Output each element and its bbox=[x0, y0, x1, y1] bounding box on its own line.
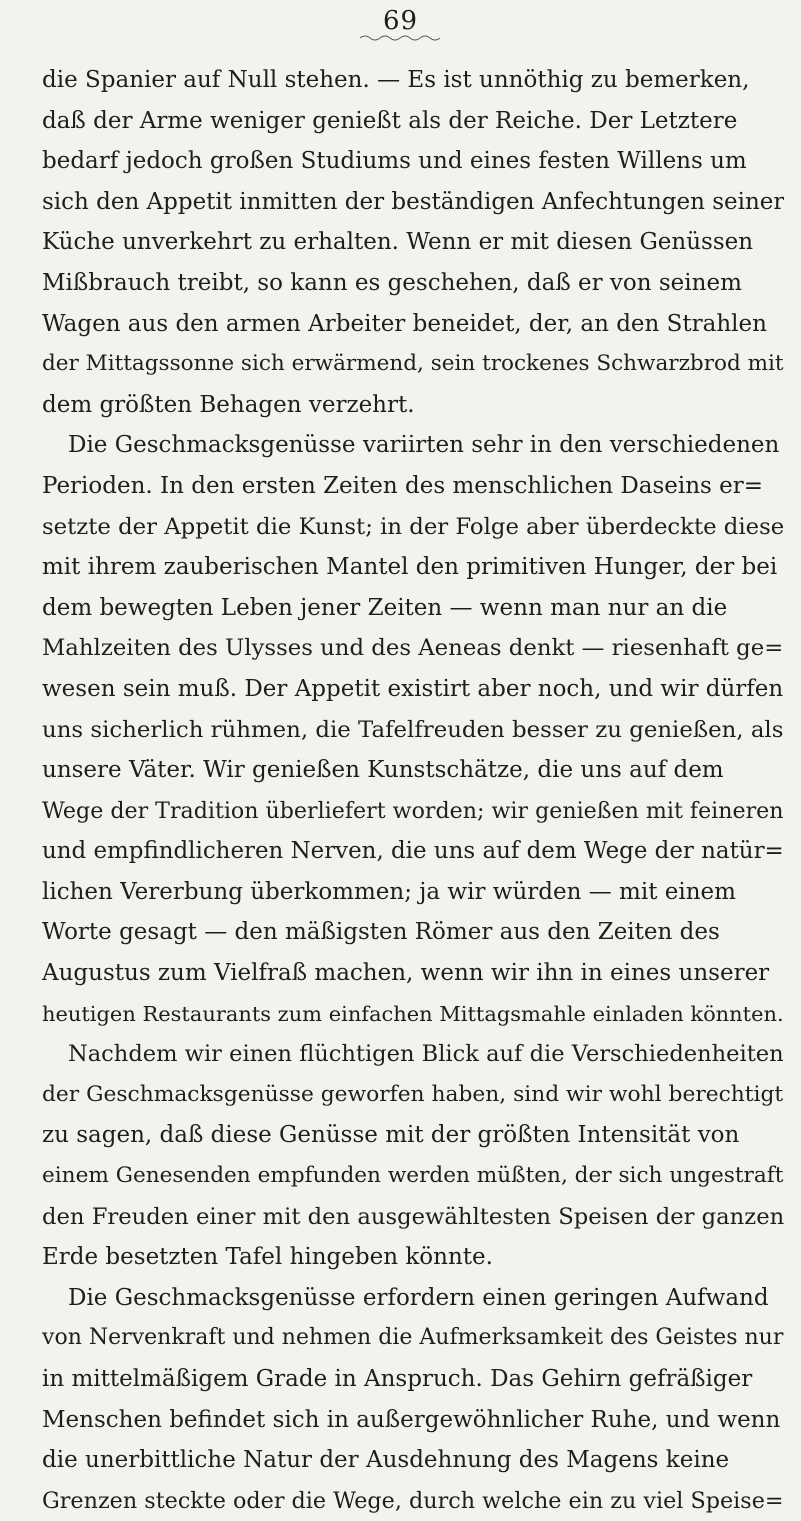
text-line: sich den Appetit inmitten der beständigen Anfechtungen seiner bbox=[42, 188, 784, 215]
text-line: in mittelmäßigem Grade in Anspruch. Das Gehirn gefräßiger bbox=[42, 1366, 753, 1392]
text-line: Die Geschmacksgenüsse erfordern einen geringen Aufwand bbox=[68, 1284, 769, 1311]
text-line: Erde besetzten Tafel hingeben könnte. bbox=[42, 1244, 493, 1271]
text-line: bedarf jedoch großen Studiums und eines festen Willens um bbox=[42, 148, 747, 175]
text-line: und empfindlicheren Nerven, die uns auf dem Wege der natür= bbox=[42, 838, 784, 865]
text-line: den Freuden einer mit den ausgewähltesten Speisen der ganzen bbox=[42, 1203, 784, 1230]
text-line: einem Genesenden empfunden werden müßten, der sich ungestraft bbox=[42, 1163, 784, 1189]
text-line: Mahlzeiten des Ulysses und des Aeneas denkt — riesenhaft ge= bbox=[42, 635, 784, 662]
text-line: heutigen Restaurants zum einfachen Mittagsmahle einladen könnten. bbox=[42, 1001, 784, 1026]
text-line: unsere Väter. Wir genießen Kunstschätze, die uns auf dem bbox=[42, 757, 724, 784]
text-line: Grenzen steckte oder die Wege, durch welche ein zu viel Speise= bbox=[42, 1487, 784, 1514]
text-line: dem größten Behagen verzehrt. bbox=[42, 391, 415, 418]
text-line: Die Geschmacksgenüsse variirten sehr in den verschiedenen bbox=[68, 432, 780, 459]
text-line: Perioden. In den ersten Zeiten des menschlichen Daseins er= bbox=[42, 472, 764, 499]
text-line: der Geschmacksgenüsse geworfen haben, sind wir wohl berechtigt bbox=[42, 1081, 784, 1107]
wavy-ornament bbox=[360, 34, 440, 42]
text-line: Nachdem wir einen flüchtigen Blick auf die Verschiedenheiten bbox=[68, 1041, 784, 1068]
text-line: lichen Vererbung überkommen; ja wir würden — mit einem bbox=[42, 878, 736, 905]
text-line: Worte gesagt — den mäßigsten Römer aus den Zeiten des bbox=[42, 919, 720, 946]
text-line: Augustus zum Vielfraß machen, wenn wir ihn in eines unserer bbox=[42, 960, 770, 987]
text-line: die unerbittliche Natur der Ausdehnung des Magens keine bbox=[42, 1447, 730, 1474]
text-line: mit ihrem zauberischen Mantel den primitiven Hunger, der bei bbox=[42, 554, 778, 581]
text-line: uns sicherlich rühmen, die Tafelfreuden besser zu genießen, als bbox=[42, 716, 784, 743]
text-line: Mißbrauch treibt, so kann es geschehen, daß er von seinem bbox=[42, 269, 742, 296]
text-line: der Mittagssonne sich erwärmend, sein trockenes Schwarzbrod mit bbox=[42, 351, 784, 377]
text-line: Menschen befindet sich in außergewöhnlicher Ruhe, und wenn bbox=[42, 1406, 781, 1433]
text-line: die Spanier auf Null stehen. — Es ist unnöthig zu bemerken, bbox=[42, 67, 750, 93]
page-number: 69 bbox=[382, 6, 419, 36]
text-line: wesen sein muß. Der Appetit existirt aber noch, und wir dürfen bbox=[42, 675, 784, 702]
text-line: daß der Arme weniger genießt als der Reiche. Der Letztere bbox=[42, 107, 738, 134]
text-line: setzte der Appetit die Kunst; in der Folge aber überdeckte diese bbox=[42, 513, 784, 540]
text-line: Wege der Tradition überliefert worden; wir genießen mit feineren bbox=[42, 797, 784, 824]
text-line: von Nervenkraft und nehmen die Aufmerksamkeit des Geistes nur bbox=[42, 1325, 784, 1351]
text-line: Küche unverkehrt zu erhalten. Wenn er mit diesen Genüssen bbox=[42, 229, 754, 256]
text-line: dem bewegten Leben jener Zeiten — wenn man nur an die bbox=[42, 594, 728, 621]
text-line: zu sagen, daß diese Genüsse mit der größten Intensität von bbox=[42, 1122, 740, 1149]
text-line: Wagen aus den armen Arbeiter beneidet, der, an den Strahlen bbox=[42, 310, 767, 337]
body-text bbox=[42, 60, 784, 1521]
